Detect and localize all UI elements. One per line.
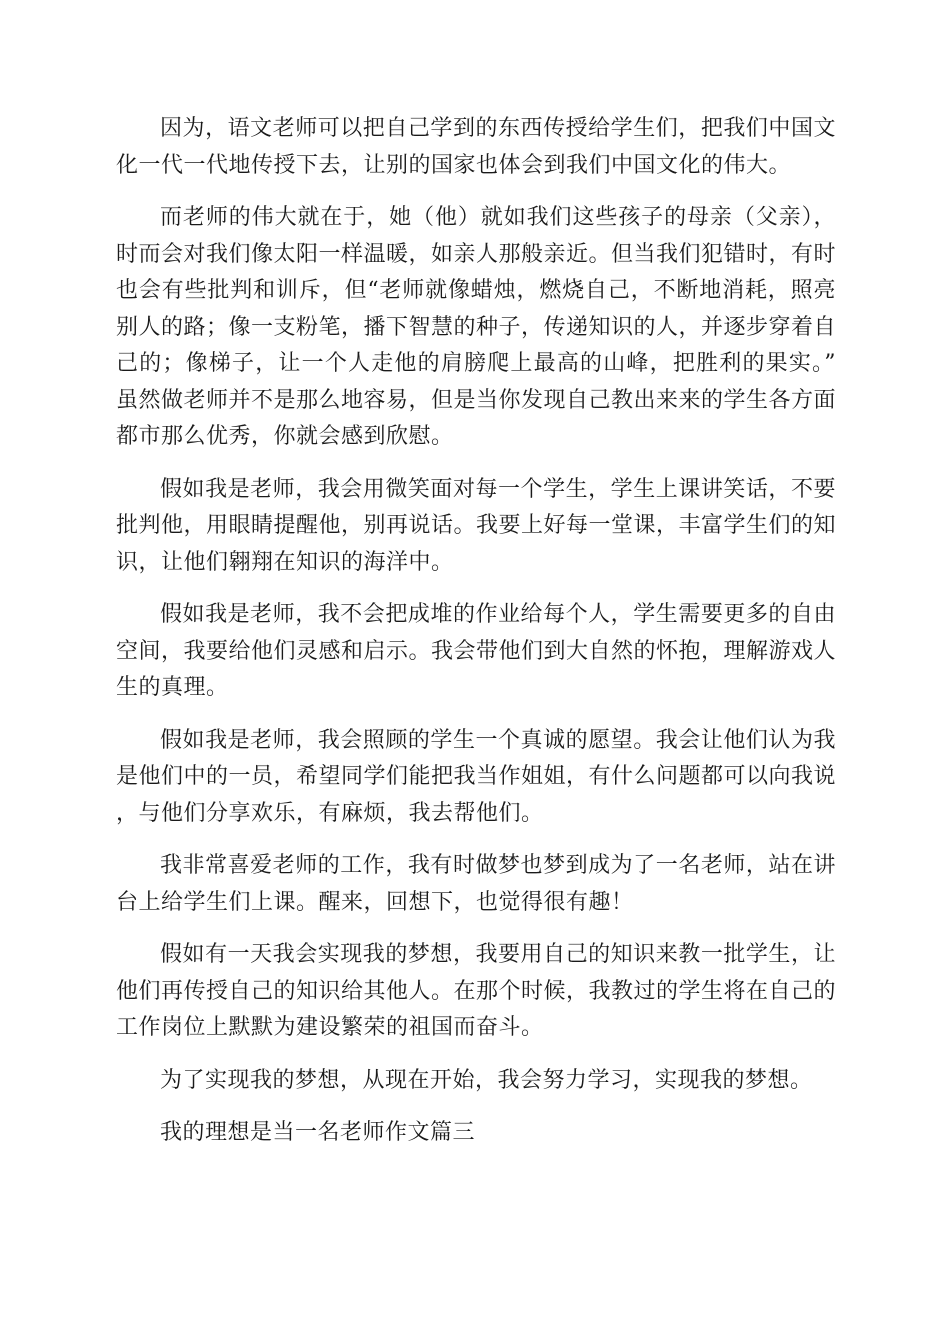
paragraph-1: 因为，语文老师可以把自己学到的东西传授给学生们，把我们中国文化一代一代地传授下去，让别的国家也体会到我们中国文化的伟大。 (116, 116, 836, 178)
paragraph-8: 为了实现我的梦想，从现在开始，我会努力学习，实现我的梦想。 (160, 1067, 813, 1093)
paragraph-2: 而老师的伟大就在于，她（他）就如我们这些孩子的母亲（父亲），时而会对我们像太阳一样温暖，如亲人那般亲近。但当我们犯错时，有时也会有些批判和训斥，但“老师就像蜡烛，燃烧自己，不断地消耗，照亮别人的路；像一支粉笔，播下智慧的种子，传递知识的人，并逐步穿着自己的；像梯子，让一个人走他的肩膀爬上最高的山峰，把胜利的果实。”虽然做老师并不是那么地容易，但是当你发现自己教出来来的学生各方面都市那么优秀，你就会感到欣慰。 (116, 205, 837, 449)
paragraph-3: 假如我是老师，我会用微笑面对每一个学生，学生上课讲笑话，不要批判他，用眼睛提醒他，别再说话。我要上好每一堂课，丰富学生们的知识，让他们翱翔在知识的海洋中。 (116, 476, 837, 575)
paragraph-4: 假如我是老师，我不会把成堆的作业给每个人，学生需要更多的自由空间，我要给他们灵感和启示。我会带他们到大自然的怀抱，理解游戏人生的真理。 (116, 602, 837, 700)
paragraph-6: 我非常喜爱老师的工作，我有时做梦也梦到成为了一名老师，站在讲台上给学生们上课。醒来，回想下，也觉得很有趣！ (116, 853, 836, 915)
paragraph-7: 假如有一天我会实现我的梦想，我要用自己的知识来教一批学生，让他们再传授自己的知识给其他人。在那个时候，我教过的学生将在自己的工作岗位上默默为建设繁荣的祖国而奋斗。 (116, 942, 837, 1040)
section-heading: 我的理想是当一名老师作文篇三 (160, 1120, 476, 1145)
paragraph-5: 假如我是老师，我会照顾的学生一个真诚的愿望。我会让他们认为我是他们中的一员，希望同学们能把我当作姐姐，有什么问题都可以向我说，与他们分享欢乐，有麻烦，我去帮他们。 (116, 727, 837, 826)
document-body (116, 111, 836, 1168)
